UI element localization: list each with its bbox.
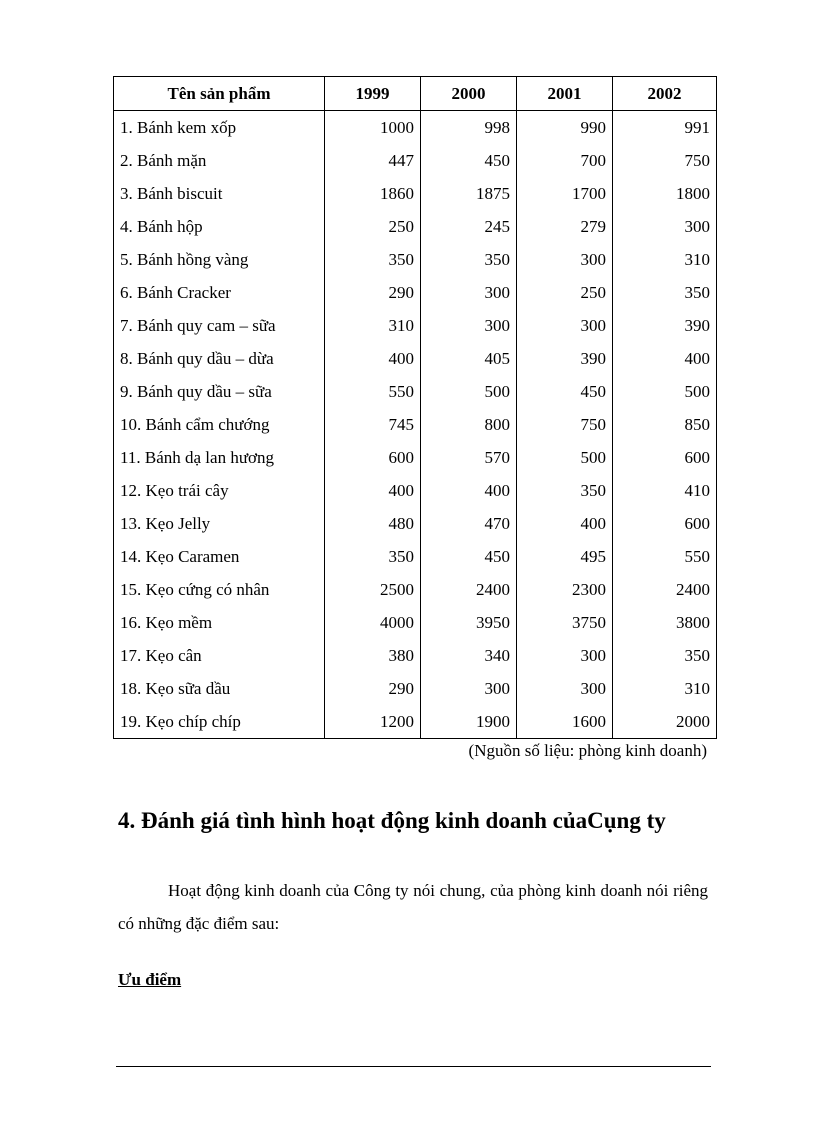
product-table	[113, 76, 717, 739]
value-cell: 600	[613, 507, 717, 540]
product-name-cell: 4. Bánh hộp	[114, 210, 325, 243]
table-row	[114, 705, 717, 739]
table-row	[114, 177, 717, 210]
source-note: (Nguồn số liệu: phòng kinh doanh)	[468, 741, 707, 760]
value-cell: 300	[517, 672, 613, 705]
value-cell: 300	[421, 309, 517, 342]
value-cell: 550	[613, 540, 717, 573]
table-row	[114, 243, 717, 276]
table-row	[114, 375, 717, 408]
value-cell: 990	[517, 111, 613, 145]
value-cell: 300	[517, 639, 613, 672]
value-cell: 2400	[421, 573, 517, 606]
value-cell: 400	[421, 474, 517, 507]
product-name-cell: 6. Bánh Cracker	[114, 276, 325, 309]
product-name-cell: 18. Kẹo sữa dầu	[114, 672, 325, 705]
value-cell: 2300	[517, 573, 613, 606]
value-cell: 1900	[421, 705, 517, 739]
value-cell: 447	[325, 144, 421, 177]
value-cell: 450	[421, 540, 517, 573]
value-cell: 310	[613, 243, 717, 276]
table-row	[114, 111, 717, 145]
product-name-cell: 2. Bánh mặn	[114, 144, 325, 177]
product-name-cell: 10. Bánh cẩm chướng	[114, 408, 325, 441]
product-name-cell: 9. Bánh quy dầu – sữa	[114, 375, 325, 408]
value-cell: 500	[517, 441, 613, 474]
value-cell: 245	[421, 210, 517, 243]
value-cell: 400	[325, 342, 421, 375]
value-cell: 700	[517, 144, 613, 177]
product-name-cell: 5. Bánh hồng vàng	[114, 243, 325, 276]
value-cell: 500	[421, 375, 517, 408]
table-row	[114, 672, 717, 705]
value-cell: 550	[325, 375, 421, 408]
product-name-cell: 7. Bánh quy cam – sữa	[114, 309, 325, 342]
value-cell: 800	[421, 408, 517, 441]
product-name-cell: 3. Bánh biscuit	[114, 177, 325, 210]
table-row	[114, 474, 717, 507]
value-cell: 1800	[613, 177, 717, 210]
body-paragraph: Hoạt động kinh doanh của Công ty nói chung, của phòng kinh doanh nói riêng có những đặc điểm sau:	[118, 881, 708, 933]
value-cell: 290	[325, 672, 421, 705]
value-cell: 991	[613, 111, 717, 145]
header-2001: 2001	[517, 77, 613, 111]
value-cell: 450	[517, 375, 613, 408]
table-row	[114, 606, 717, 639]
table-body	[114, 111, 717, 739]
value-cell: 3750	[517, 606, 613, 639]
value-cell: 750	[613, 144, 717, 177]
value-cell: 750	[517, 408, 613, 441]
value-cell: 3950	[421, 606, 517, 639]
value-cell: 380	[325, 639, 421, 672]
header-2000: 2000	[421, 77, 517, 111]
value-cell: 4000	[325, 606, 421, 639]
value-cell: 745	[325, 408, 421, 441]
table-row	[114, 276, 717, 309]
value-cell: 300	[517, 309, 613, 342]
value-cell: 250	[517, 276, 613, 309]
value-cell: 1700	[517, 177, 613, 210]
table-row	[114, 210, 717, 243]
value-cell: 340	[421, 639, 517, 672]
product-name-cell: 12. Kẹo trái cây	[114, 474, 325, 507]
table-row	[114, 639, 717, 672]
value-cell: 450	[421, 144, 517, 177]
product-name-cell: 8. Bánh quy dầu – dừa	[114, 342, 325, 375]
value-cell: 1000	[325, 111, 421, 145]
table-row	[114, 144, 717, 177]
product-name-cell: 13. Kẹo Jelly	[114, 507, 325, 540]
value-cell: 2400	[613, 573, 717, 606]
header-product-name: Tên sản phẩm	[114, 77, 325, 111]
value-cell: 410	[613, 474, 717, 507]
product-name-cell: 15. Kẹo cứng có nhân	[114, 573, 325, 606]
value-cell: 400	[613, 342, 717, 375]
value-cell: 350	[325, 243, 421, 276]
footer-divider	[116, 1066, 711, 1067]
value-cell: 390	[613, 309, 717, 342]
product-name-cell: 14. Kẹo Caramen	[114, 540, 325, 573]
value-cell: 350	[613, 639, 717, 672]
value-cell: 1600	[517, 705, 613, 739]
header-2002: 2002	[613, 77, 717, 111]
value-cell: 310	[613, 672, 717, 705]
product-name-cell: 11. Bánh dạ lan hương	[114, 441, 325, 474]
value-cell: 1875	[421, 177, 517, 210]
value-cell: 3800	[613, 606, 717, 639]
value-cell: 350	[325, 540, 421, 573]
value-cell: 500	[613, 375, 717, 408]
value-cell: 300	[613, 210, 717, 243]
value-cell: 600	[325, 441, 421, 474]
table-row	[114, 507, 717, 540]
value-cell: 405	[421, 342, 517, 375]
value-cell: 279	[517, 210, 613, 243]
value-cell: 1860	[325, 177, 421, 210]
table-header-row	[114, 77, 717, 111]
table-row	[114, 441, 717, 474]
value-cell: 600	[613, 441, 717, 474]
value-cell: 470	[421, 507, 517, 540]
value-cell: 495	[517, 540, 613, 573]
value-cell: 480	[325, 507, 421, 540]
table-row	[114, 573, 717, 606]
value-cell: 350	[517, 474, 613, 507]
value-cell: 2000	[613, 705, 717, 739]
product-name-cell: 19. Kẹo chíp chíp	[114, 705, 325, 739]
subheading-advantages: Ưu điểm	[118, 970, 182, 989]
value-cell: 400	[517, 507, 613, 540]
value-cell: 850	[613, 408, 717, 441]
section-heading: 4. Đánh giá tình hình hoạt động kinh doanh củaCụng ty	[118, 808, 666, 833]
value-cell: 310	[325, 309, 421, 342]
value-cell: 998	[421, 111, 517, 145]
value-cell: 300	[421, 276, 517, 309]
product-name-cell: 16. Kẹo mềm	[114, 606, 325, 639]
value-cell: 300	[421, 672, 517, 705]
value-cell: 400	[325, 474, 421, 507]
table-row	[114, 408, 717, 441]
header-1999: 1999	[325, 77, 421, 111]
value-cell: 350	[613, 276, 717, 309]
product-name-cell: 1. Bánh kem xốp	[114, 111, 325, 145]
table-row	[114, 540, 717, 573]
value-cell: 390	[517, 342, 613, 375]
value-cell: 570	[421, 441, 517, 474]
value-cell: 350	[421, 243, 517, 276]
value-cell: 250	[325, 210, 421, 243]
table-row	[114, 342, 717, 375]
table-row	[114, 309, 717, 342]
value-cell: 2500	[325, 573, 421, 606]
value-cell: 1200	[325, 705, 421, 739]
value-cell: 300	[517, 243, 613, 276]
value-cell: 290	[325, 276, 421, 309]
product-name-cell: 17. Kẹo cân	[114, 639, 325, 672]
